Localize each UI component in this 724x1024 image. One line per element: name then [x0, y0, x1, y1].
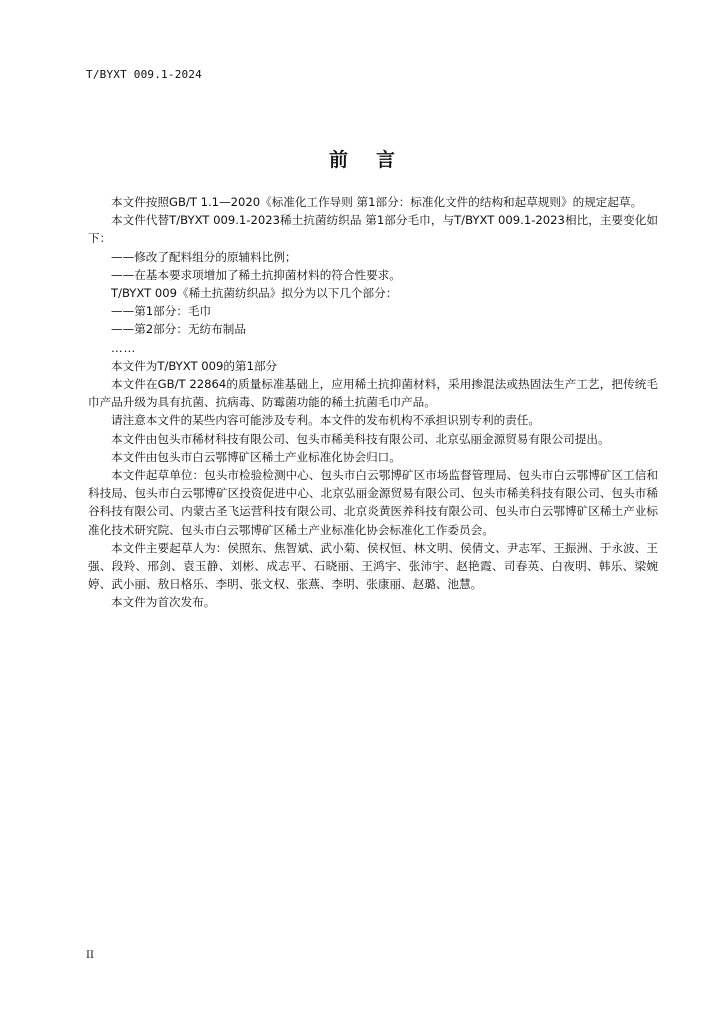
paragraph-drafting-basis: 本文件按照GB/T 1.1—2020《标准化工作导则 第1部分：标准化文件的结构和起草规则》的规定起草。 [111, 195, 643, 209]
paragraph-patent-notice: 请注意本文件的某些内容可能涉及专利。本文件的发布机构不承担识别专利的责任。 [111, 413, 540, 428]
paragraph-replacement: 本文件代替T/BYXT 009.1-2023稀土抗菌纺织品 第1部分毛巾，与T/BYXT 009.1-2023相比，主要变化如下： [88, 213, 658, 246]
foreword-body [88, 193, 658, 612]
page-title: 前言 [328, 149, 423, 171]
paragraph-part-statement: 本文件为T/BYXT 009的第1部分 [111, 358, 278, 373]
paragraph-drafting-units: 本文件起草单位：包头市检验检测中心、包头市白云鄂博矿区市场监督管理局、包头市白云鄂博矿区工信和科技局、包头市白云鄂博矿区投资促进中心、北京弘丽金源贸易有限公司、包头市稀美科技有限公司、包头市稀谷科技有限公司、内蒙古圣飞运营科技有限公司、北京炎黄医养科技有限公司、包头市白云鄂博矿区稀土产业标准化技术研究院、包头市白云鄂博矿区稀土产业标准化协会标准化工作委员会。 [88, 468, 658, 537]
page-number: II [86, 950, 94, 961]
change-item: ——修改了配料组分的原辅料比例； [111, 249, 297, 264]
paragraph-technical-basis: 本文件在GB/T 22864的质量标准基础上，应用稀土抗抑菌材料，采用掺混法或热固法生产工艺，把传统毛巾产品升级为具有抗菌、抗病毒、防霉菌功能的稀土抗菌毛巾产品。 [88, 377, 658, 410]
ellipsis-line: …… [111, 340, 137, 355]
part-item: ——第2部分：无纺布制品 [111, 322, 246, 337]
paragraph-drafters: 本文件主要起草人为：侯照东、焦智斌、武小菊、侯权恒、林文明、侯倩文、尹志军、王振洲、于永波、王强、段羚、邢剑、袁玉静、刘彬、成志平、石晓丽、王鸿宇、张沛宇、赵艳霞、司春英、白夜明、韩乐、梁婉婷、武小丽、敖日格乐、李明、张文权、张燕、李明、张康丽、赵璐、池慧。 [88, 540, 658, 592]
paragraph-parts-intro: T/BYXT 009《稀土抗菌纺织品》拟分为以下几个部分： [111, 286, 398, 301]
document-code-header: T/BYXT 009.1-2024 [86, 68, 202, 81]
paragraph-administrator: 本文件由包头市白云鄂博矿区稀土产业标准化协会归口。 [111, 449, 401, 464]
change-item: ——在基本要求项增加了稀土抗抑菌材料的符合性要求。 [111, 267, 401, 282]
paragraph-first-release: 本文件为首次发布。 [111, 595, 216, 610]
part-item: ——第1部分：毛巾 [111, 304, 212, 319]
paragraph-proposers: 本文件由包头市稀材科技有限公司、包头市稀美科技有限公司、北京弘丽金源贸易有限公司提出。 [111, 431, 610, 446]
